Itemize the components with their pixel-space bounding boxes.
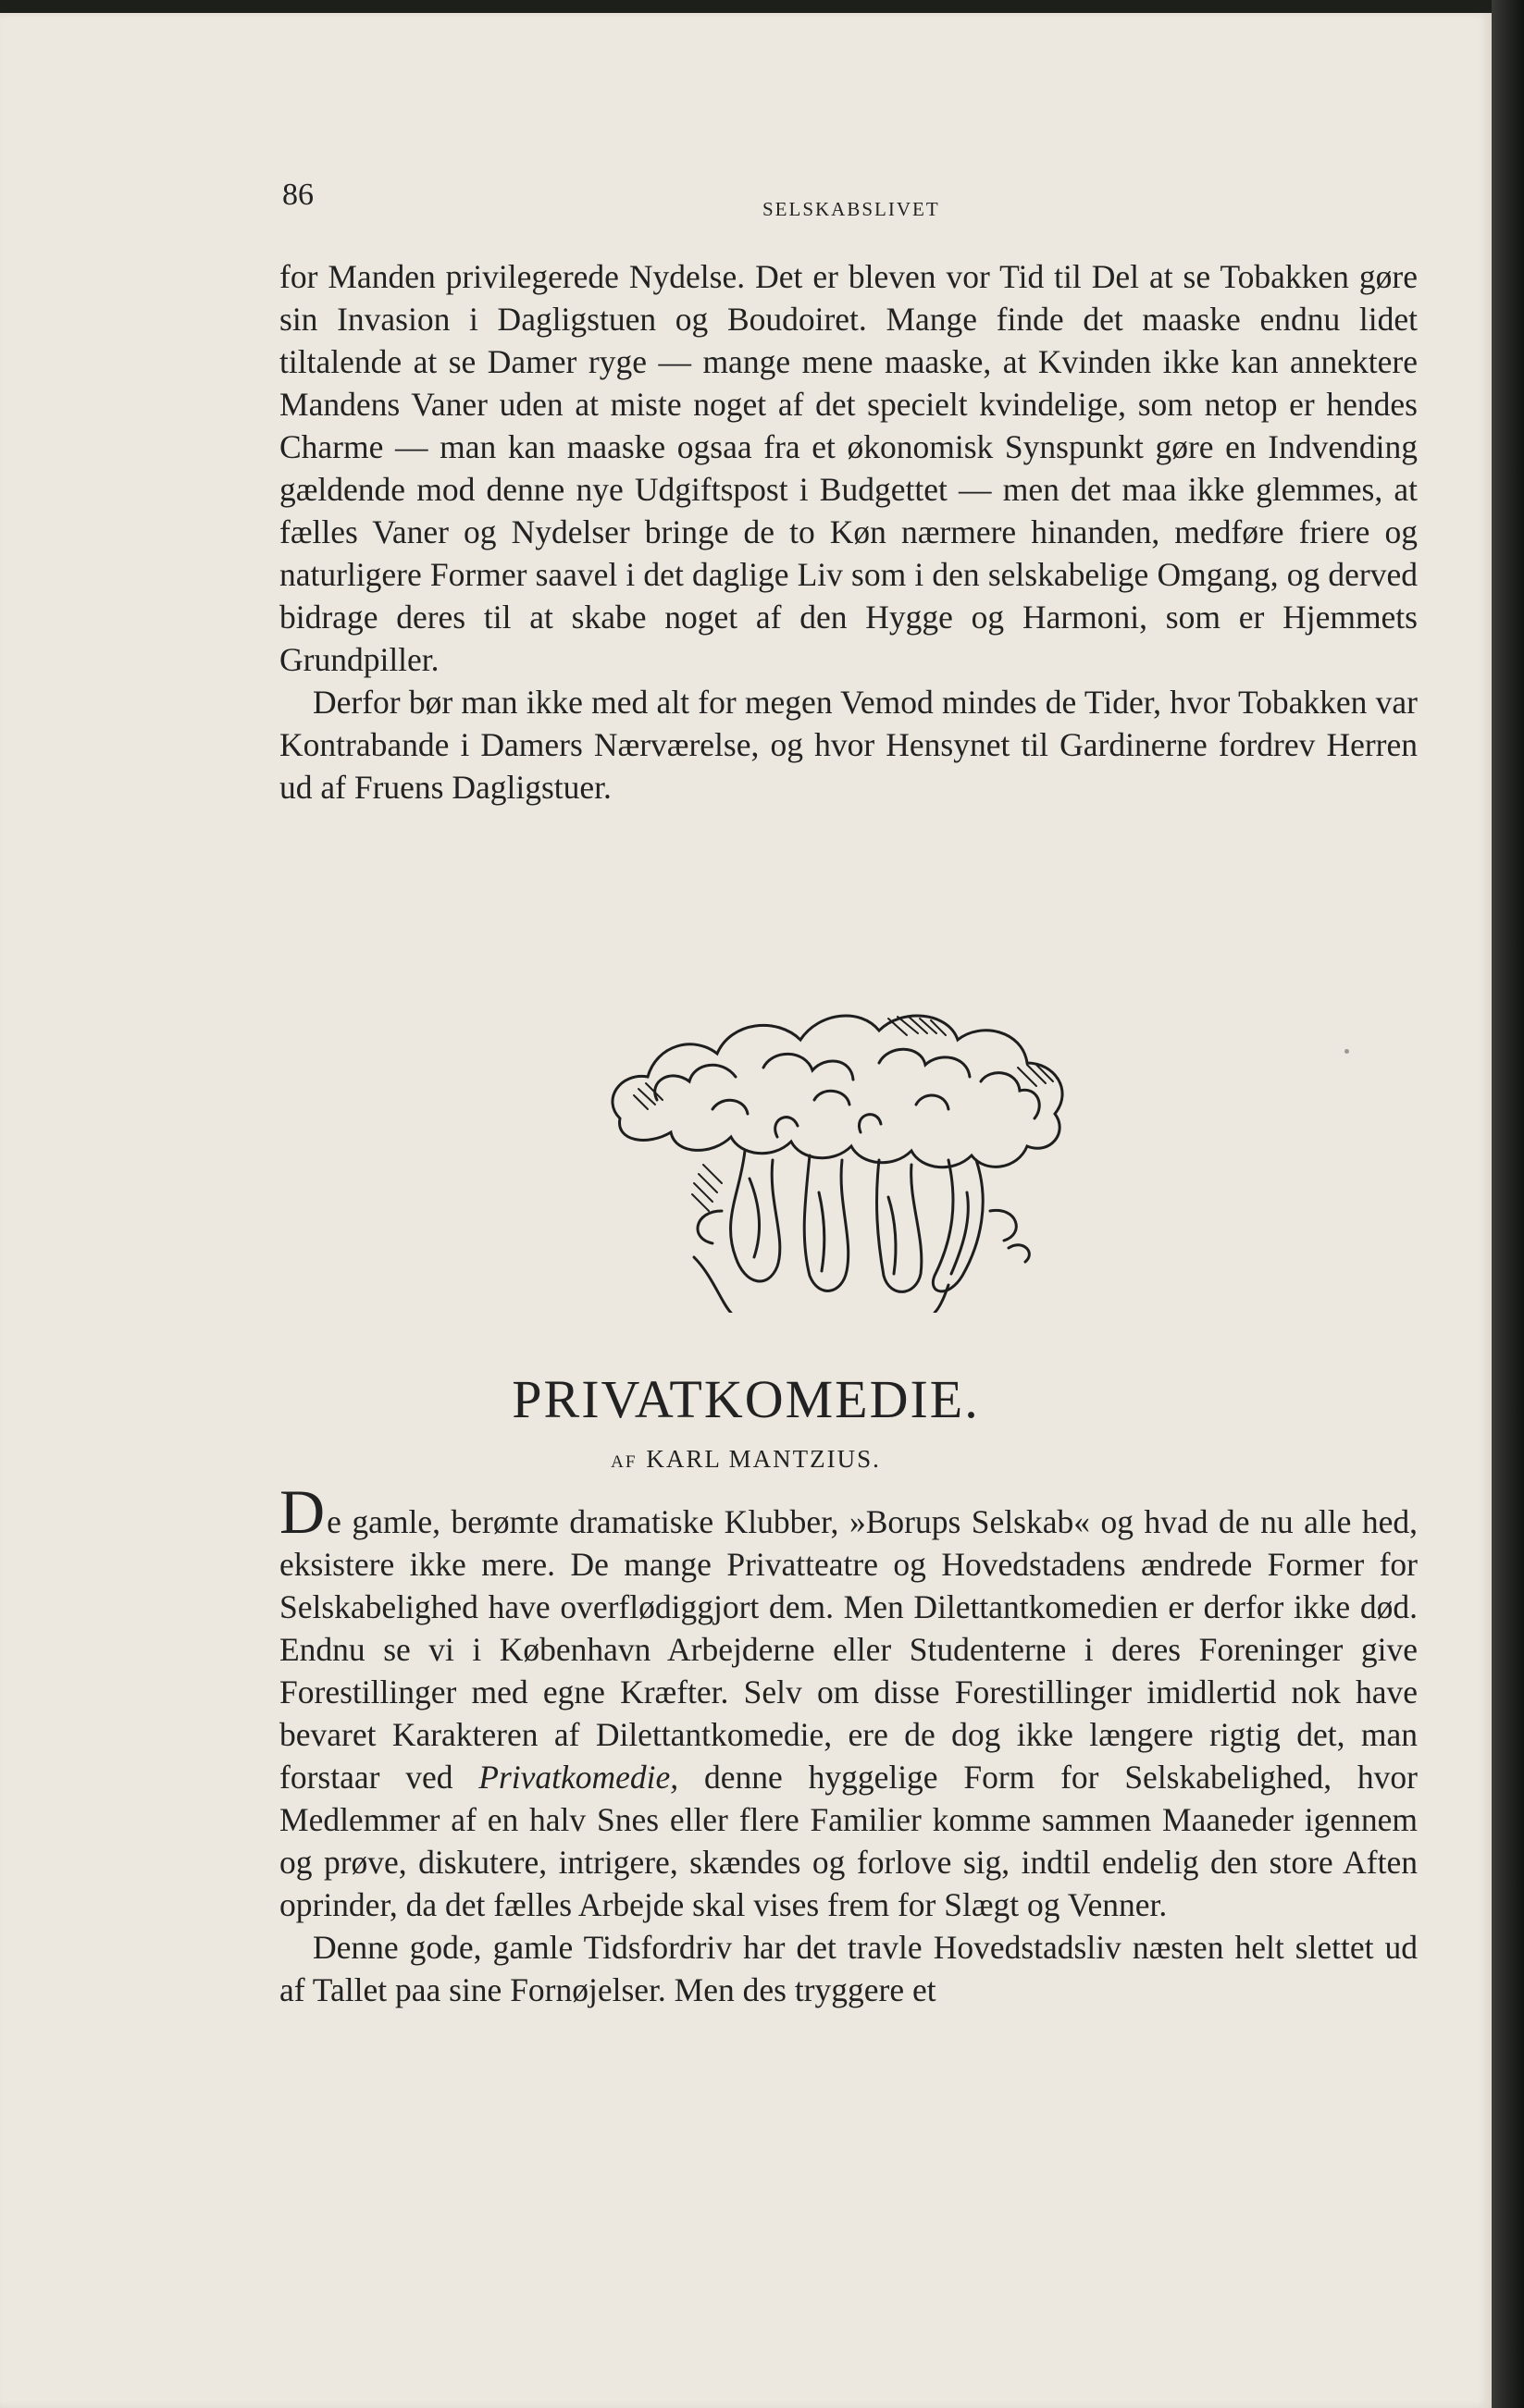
top-text-block (279, 255, 1418, 809)
italic-term: Privatkomedie, (478, 1759, 679, 1796)
paper-speck (1344, 1049, 1349, 1054)
paragraph: Derfor bør man ikke med alt for megen Vemod mindes de Tider, hvor Tobakken var Kontrabande i Damers Nærværelse, og hvor Hensynet til Gardinerne fordrev Herren ud af Fruens Dagligstuer. (279, 684, 1418, 806)
article-text-block (279, 1476, 1418, 2011)
paragraph-end: denne hyggelige Form for Selskabelighed, hvor Medlemmer af en halv Snes eller flere Familier komme sammen Maaneder igennem og prøve, diskutere, intrigere, skændes og forlove sig, indtil endelig den store Aften oprinder, da det fælles Arbejde skal vises frem for Slægt og Venner. (279, 1759, 1418, 1923)
byline-prefix: AF (611, 1452, 638, 1472)
running-head: SELSKABSLIVET (762, 198, 940, 220)
article-byline (0, 1445, 1492, 1474)
paragraph: for Manden privilegerede Nydelse. Det er bleven vor Tid til Del at se Tobakken gøre sin Invasion i Dagligstuen og Boudoiret. Mange finde det maaske endnu lidet tiltalende at se Damer ryge — mange mene maaske, at Kvinden ikke kan annektere Mandens Vaner uden at miste noget af det specielt kvindelige, som netop er hendes Charme — man kan maaske ogsaa fra et økonomisk Synspunkt gøre en Indvending gældende mod denne nye Udgiftspost i Budgettet — men det maa ikke glemmes, at fælles Vaner og Nydelser bringe de to Køn nærmere hinanden, medføre friere og naturligere Former saavel i det daglige Liv som i den selskabelige Omgang, og derved bidrage deres til at skabe noget af den Hygge og Harmoni, som er Hjemmets Grundpiller. (279, 258, 1418, 678)
paragraph: Denne gode, gamle Tidsfordriv har det travle Hovedstadsliv næsten helt slettet ud af Tallet paa sine Fornøjelser. Men des tryggere et (279, 1929, 1418, 2008)
drop-cap: D (279, 1476, 326, 1547)
paragraph (279, 1476, 1418, 1926)
article-title: PRIVATKOMEDIE. (512, 1369, 980, 1429)
scan-right-edge (1492, 0, 1524, 2408)
page-number: 86 (282, 178, 314, 212)
author-name: KARL MANTZIUS. (646, 1445, 881, 1473)
paragraph-start: e gamle, berømte dramatiske Klubber, »Borups Selskab« og hvad de nu alle hed, eksistere ikke mere. De mange Privatteatre og Hovedstadens ændrede Former for Selskabelighed have overflødiggjort dem. Men Dilettantkomedien er derfor ikke død. Endnu se vi i København Arbejderne eller Studenterne i deres Foreninger give Forestillinger med egne Kræfter. Selv om disse Forestillinger imidlertid nok have bevaret Karakteren af Dilettantkomedie, ere de dog ikke længere rigtig det, man forstaar ved (279, 1503, 1418, 1796)
book-page (0, 13, 1492, 2408)
scan-top-edge (0, 0, 1524, 13)
tree-vignette-icon (583, 980, 1101, 1313)
